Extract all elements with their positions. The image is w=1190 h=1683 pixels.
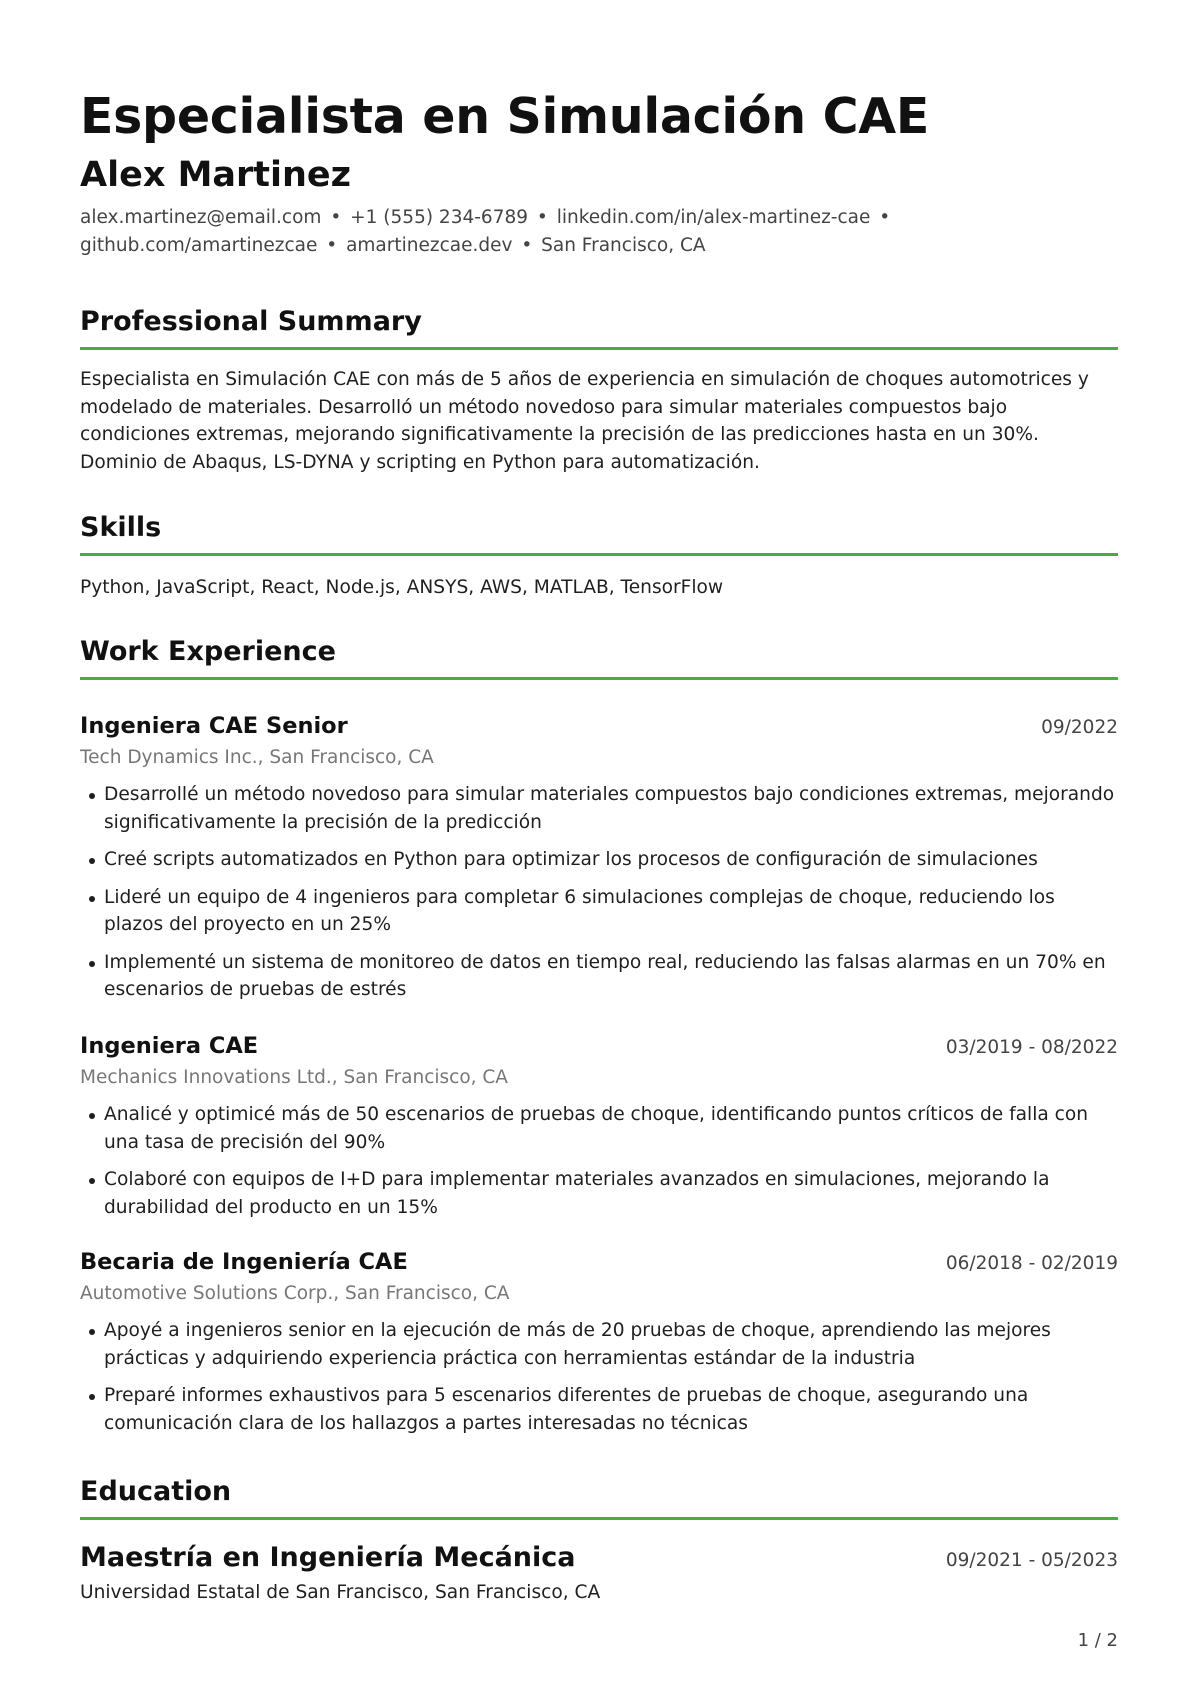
section-heading: Professional Summary [80,306,422,337]
candidate-name: Alex Martinez [80,155,352,195]
list-item [80,781,1118,836]
contact-separator: • [879,207,891,228]
job-title: Becaria de Ingeniería CAE [80,1249,408,1275]
contact-location: San Francisco, CA [541,235,706,256]
contact-github[interactable]: github.com/amartinezcae [80,235,318,256]
bullet-icon [89,961,95,967]
contact-phone[interactable]: +1 (555) 234-6789 [350,207,529,228]
job-entry [80,1031,1118,1231]
list-item [80,846,1118,874]
bullet-text: Preparé informes exhaustivos para 5 escenarios diferentes de pruebas de choque, asegurando una comunicación clara de los hallazgos a partes interesadas no técnicas [104,1385,1029,1434]
job-bullets [80,1317,1118,1437]
section-divider [80,1517,1118,1520]
bullet-text: Colaboré con equipos de I+D para implementar materiales avanzados en simulaciones, mejorando la durabilidad del producto en un 15% [104,1169,1050,1218]
bullet-icon [89,896,95,902]
section-divider [80,347,1118,350]
work-experience-section [80,634,1118,1434]
section-divider [80,553,1118,556]
contact-separator: • [326,235,338,256]
bullet-text: Desarrollé un método novedoso para simular materiales compuestos bajo condiciones extremas, mejorando significativamente la precisión de la predicción [104,784,1115,833]
job-bullets [80,1101,1118,1221]
bullet-text: Lideré un equipo de 4 ingenieros para completar 6 simulaciones complejas de choque, reduciendo los plazos del proyecto en un 25% [104,886,1055,935]
job-header [80,1031,1118,1061]
contact-line [80,204,1118,260]
contact-linkedin[interactable]: linkedin.com/in/alex-martinez-cae [556,207,871,228]
section-heading: Skills [80,512,162,543]
bullet-text: Creé scripts automatizados en Python para optimizar los procesos de configuración de simulaciones [104,849,1038,870]
list-item [80,884,1118,939]
bullet-icon [89,1329,95,1335]
bullet-text: Apoyé a ingenieros senior en la ejecución de más de 20 pruebas de choque, aprendiendo las mejores prácticas y adquiriendo experiencia práctica con herramientas estándar de la industria [104,1320,1051,1369]
education-header [80,1540,1118,1576]
summary-section [80,304,1118,476]
contact-email[interactable]: alex.martinez@email.com [80,207,322,228]
job-date: 06/2018 - 02/2019 [945,1253,1118,1274]
section-heading: Work Experience [80,636,336,667]
bullet-icon [89,1394,95,1400]
section-divider [80,677,1118,680]
resume-content [80,0,1118,1603]
job-date: 03/2019 - 08/2022 [945,1037,1118,1058]
contact-separator: • [330,207,342,228]
job-entry [80,711,1118,1014]
section-heading: Education [80,1476,232,1507]
list-item [80,949,1118,1004]
job-bullets [80,781,1118,1004]
job-company: Mechanics Innovations Ltd., San Francisco, CA [80,1067,508,1088]
job-title: Ingeniera CAE Senior [80,713,348,739]
education-degree: Maestría en Ingeniería Mecánica [80,1542,576,1573]
education-section [80,1474,1118,1606]
education-date: 09/2021 - 05/2023 [945,1550,1118,1571]
list-item [80,1382,1118,1437]
page-number: 1 / 2 [1077,1630,1118,1651]
bullet-icon [89,1178,95,1184]
contact-website[interactable]: amartinezcae.dev [346,235,513,256]
job-company: Automotive Solutions Corp., San Francisco, CA [80,1283,510,1304]
list-item [80,1317,1118,1372]
bullet-text: Implementé un sistema de monitoreo de datos en tiempo real, reduciendo las falsas alarmas en un 70% en escenarios de pruebas de estrés [104,951,1106,1000]
skills-list: Python, JavaScript, React, Node.js, ANSYS, AWS, MATLAB, TensorFlow [80,577,724,598]
job-date: 09/2022 [1041,717,1118,738]
job-header [80,1247,1118,1277]
contact-separator: • [521,235,533,256]
skills-section [80,510,1118,601]
summary-text: Especialista en Simulación CAE con más de 5 años de experiencia en simulación de choques automotrices y modelado de materiales. Desarrolló un método novedoso para simular materiales compuestos bajo condiciones extremas, mejorando significativamente la precisión de las predicciones hasta en un 30%. Dominio de Abaqus, LS-DYNA y scripting en Python para automatización. [80,369,1089,473]
bullet-icon [89,1113,95,1119]
resume-title: Especialista en Simulación CAE [80,88,930,145]
bullet-text: Analicé y optimicé más de 50 escenarios de pruebas de choque, identificando puntos críticos de falla con una tasa de precisión del 90% [104,1104,1089,1153]
list-item [80,1101,1118,1156]
contact-separator: • [536,207,548,228]
job-header [80,711,1118,741]
list-item [80,1166,1118,1221]
bullet-icon [89,793,95,799]
job-entry [80,1247,1118,1447]
bullet-icon [89,858,95,864]
job-title: Ingeniera CAE [80,1033,259,1059]
job-company: Tech Dynamics Inc., San Francisco, CA [80,747,434,768]
education-school: Universidad Estatal de San Francisco, San Francisco, CA [80,1582,601,1603]
